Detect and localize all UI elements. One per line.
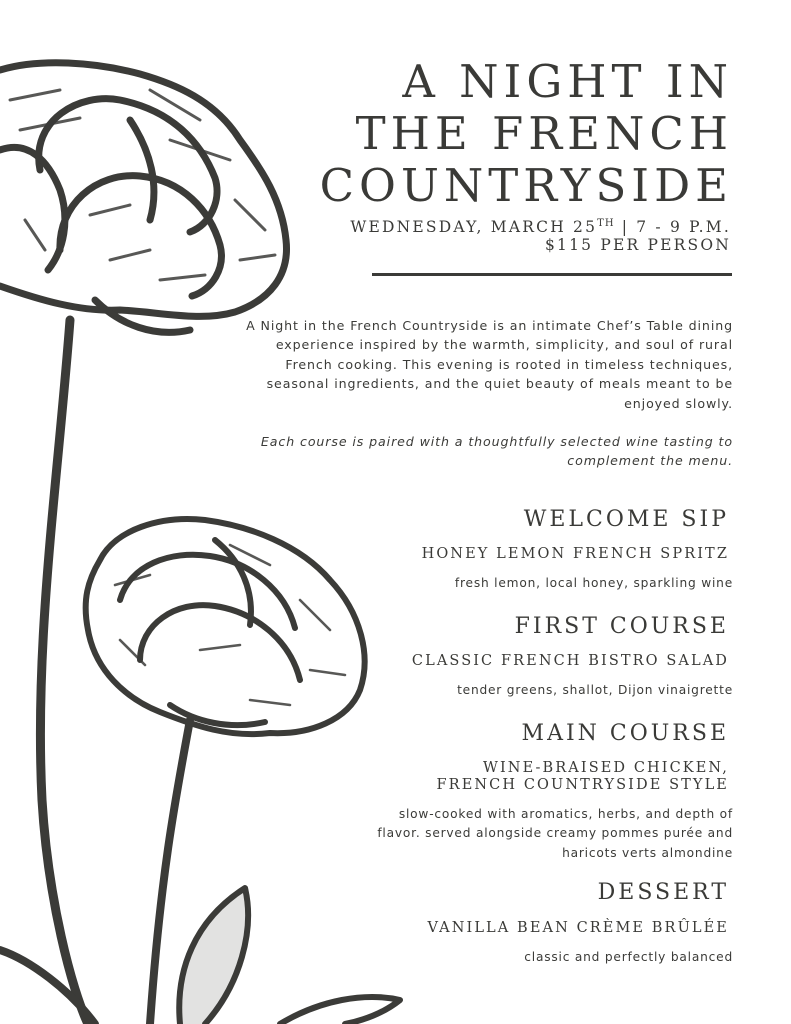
title-line-2: THE FRENCH (355, 107, 733, 160)
event-price: $115 PER PERSON (544, 236, 731, 254)
title-line-1: A NIGHT IN (402, 55, 733, 108)
lower-peony (86, 519, 365, 734)
middle-leaf (179, 888, 248, 1024)
intro-paragraph: A Night in the French Countryside is an intimate Chef’s Table dining experience inspired by the warmth, simplicity, and soul of rural French cooking. This evening is rooted in timeless techniques, seasonal ingredients, and the quiet beauty of meals meant to be enjoyed slowly. (246, 318, 733, 411)
course-description-welcome-sip: fresh lemon, local honey, sparkling wine (454, 576, 733, 590)
wine-pairing-note: Each course is paired with a thoughtfully selected wine tasting to complement the menu. (260, 434, 733, 469)
course-dish-dessert: VANILLA BEAN CRÈME BRÛLÉE (427, 920, 729, 936)
right-leaf (280, 997, 400, 1024)
course-dish-main-course: WINE-BRAISED CHICKEN, FRENCH COUNTRYSIDE STYLE (436, 760, 729, 793)
event-date-time (251, 214, 731, 237)
event-title (263, 56, 733, 212)
course-description-dessert: classic and perfectly balanced (524, 950, 733, 964)
title-divider (372, 273, 732, 276)
event-time: | 7 - 9 P.M. (614, 218, 731, 237)
top-flower-stem (40, 320, 88, 1024)
event-date-suffix: TH (597, 218, 615, 229)
event-date: WEDNESDAY, MARCH 25 (350, 218, 598, 237)
title-line-3: COUNTRYSIDE (319, 159, 733, 212)
course-heading-welcome-sip: WELCOME SIP (523, 507, 729, 532)
course-heading-first-course: FIRST COURSE (514, 614, 729, 639)
course-description-first-course: tender greens, shallot, Dijon vinaigrette (457, 683, 733, 697)
course-dish-first-course: CLASSIC FRENCH BISTRO SALAD (411, 653, 729, 669)
course-heading-main-course: MAIN COURSE (521, 721, 729, 746)
course-heading-dessert: DESSERT (597, 880, 729, 905)
top-peony (0, 63, 287, 333)
course-description-main-course: slow-cooked with aromatics, herbs, and depth of flavor. served alongside creamy pommes purée and haricots verts almondine (377, 807, 733, 860)
course-dish-welcome-sip: HONEY LEMON FRENCH SPRITZ (421, 546, 729, 562)
